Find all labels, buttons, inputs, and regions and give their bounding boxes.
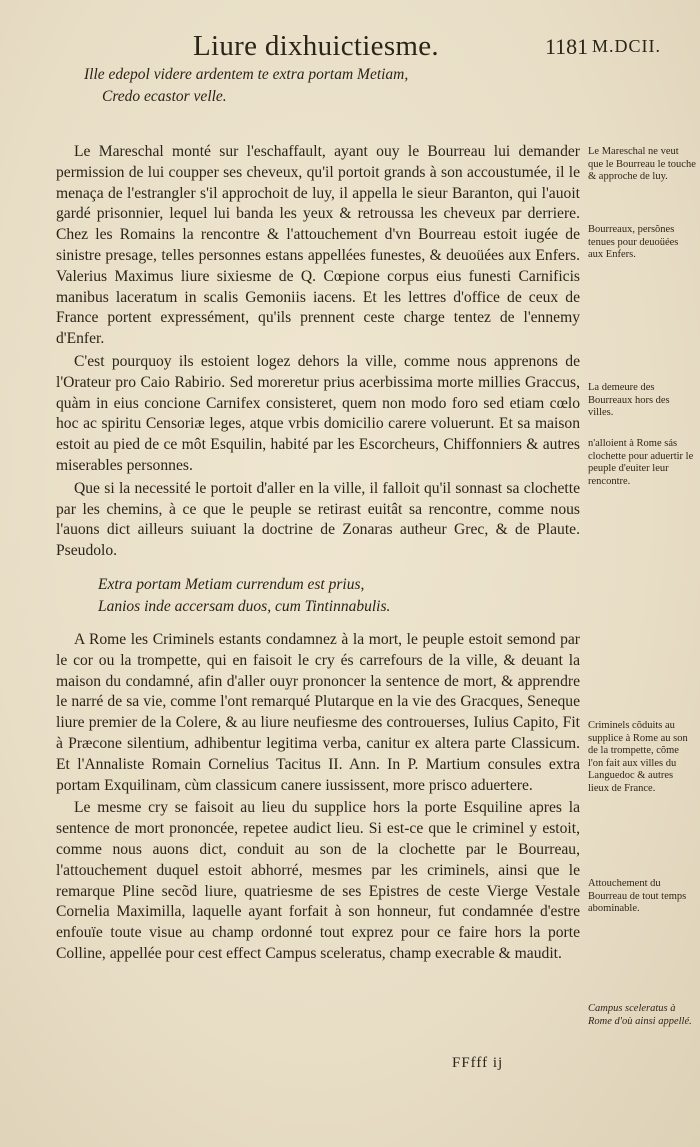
margin-note: Bourreaux, persõnes tenues pour deuoüées aux Enfers. (588, 224, 679, 260)
margin-note: Attouchement du Bourreau de tout temps abominable. (588, 878, 687, 914)
main-text-column (56, 64, 580, 965)
margin-note: Criminels cõduits au supplice à Rome au son de la trompette, cõme l'on fait aux villes du Languedoc & autres lieux de France. (588, 720, 688, 794)
margin-note: Campus sceleratus à Rome d'où ainsi appellé. (588, 1003, 692, 1027)
verse-line: Lanios inde accersam duos, cum Tintinnabulis. (98, 597, 391, 615)
verse-line: Ille edepol videre ardentem te extra portam Metiam, (84, 66, 409, 83)
margin-note: n'alloient à Rome sás clochette pour aduertir le peuple d'euiter leur rencontre. (588, 438, 694, 487)
margin-note: La demeure des Bourreaux hors des villes. (588, 382, 670, 418)
verse-line: Credo ecastor velle. (102, 88, 227, 105)
verse-line: Extra portam Metiam currendum est prius, (98, 575, 365, 593)
paragraph: C'est pourquoy ils estoient logez dehors la ville, comme nous apprenons de l'Orateur pro Caio Rabirio. Sed moreretur prius acerbissima morte millies Graccus, quàm in eius concione Carnifex consisteret, quem non modo foro sed etiam cœlo hoc ac spiritu Censoriæ leges, atque vrbis domicilio carere voluerunt. Et sa maison estoit au pied de ce môt Esquilin, habité par les Escorcheurs, Chiffonniers & autres miserables personnes. (56, 352, 580, 474)
paragraph: Que si la necessité le portoit d'aller en la ville, il falloit qu'il sonnast sa clochette par les chemins, à ce que le peuple se retirast euitât sa rencontre, comme nous l'auons dict ailleurs suiuant la doctrine de Zonaras autheur Grec, & de Plaute. Pseudolo. (56, 479, 580, 560)
page-header (0, 26, 700, 66)
margin-note: Le Mareschal ne veut que le Bourreau le touche & approche de luy. (588, 146, 696, 182)
paragraph: Le mesme cry se faisoit au lieu du supplice hors la porte Esquiline apres la sentence de mort prononcée, repetee audict lieu. Si est-ce que le criminel y estoit, comme nous auons dict, conduit au son de la clochette par le Bourreau, l'attouchement duquel estoit abhorré, mesmes par les criminels, ainsi que le remarque Pline secõd liure, quatriesme de ses Epistres de ceste Vierge Vestale Cornelia Maximilla, laquelle ayant forfait à son honneur, fut condamnée d'estre enfouïe toute visue au champ ordonné tout exprez pour ce faire hors la porte Colline, appellée pour cest effect Campus sceleratus, champ execrable & maudit. (56, 799, 580, 962)
paragraph: A Rome les Criminels estants condamnez à la mort, le peuple estoit semond par le cor ou la trompette, qui en faisoit le cry és carrefours de la ville, & deuant la maison du condamné, afin d'aller ouyr prononcer la sentence de mort, & apprendre le narré de sa vie, comme l'ont remarqué Plutarque en la vie des Gracques, Seneque liure premier de la Colere, & au liure neufiesme des controuerses, Iulius Capito, Fit à Præcone silentium, adhibentur legitima verba, canitur ex altera parte Classicum. Et l'Annaliste Romain Cornelius Tacitus II. Ann. In P. Martium consules extra portam Exquilinam, cùm classicum canere iussissent, more prisco aduertere. (56, 630, 580, 794)
signature-mark: FFfff ij (452, 1055, 504, 1071)
paragraph: Le Mareschal monté sur l'eschaffault, ayant ouy le Bourreau lui demander permission de lui coupper ses cheveux, qu'il portoit grands à son accoustumée, il le menaça de l'estrangler s'il approchoit de luy, il appella le sieur Baranton, qui l'auoit gardé prisonnier, lequel lui banda les yeux & retroussa les cheveux par derriere. Chez les Romains la rencontre & l'attouchement d'vn Bourreau estoit iugée de sinistre presage, telles personnes estans appellées funestes, & deuoüées aux Enfers. Valerius Maximus liure sixiesme de Q. Cœpione corpus eius funesti Carnificis manibus laceratum in scalis Gemoniis iacens. Et les lettres d'office de ceux de France portent expressément, qu'ils prennent ceste charge tentez de l'ennemy d'Enfer. (56, 143, 580, 348)
latin-verse-top (84, 64, 580, 108)
latin-verse-middle (98, 574, 580, 618)
running-title: Liure dixhuictiesme. (193, 30, 439, 62)
page-number: 1181 (545, 34, 589, 59)
year-marker: M.DCII. (592, 36, 661, 56)
